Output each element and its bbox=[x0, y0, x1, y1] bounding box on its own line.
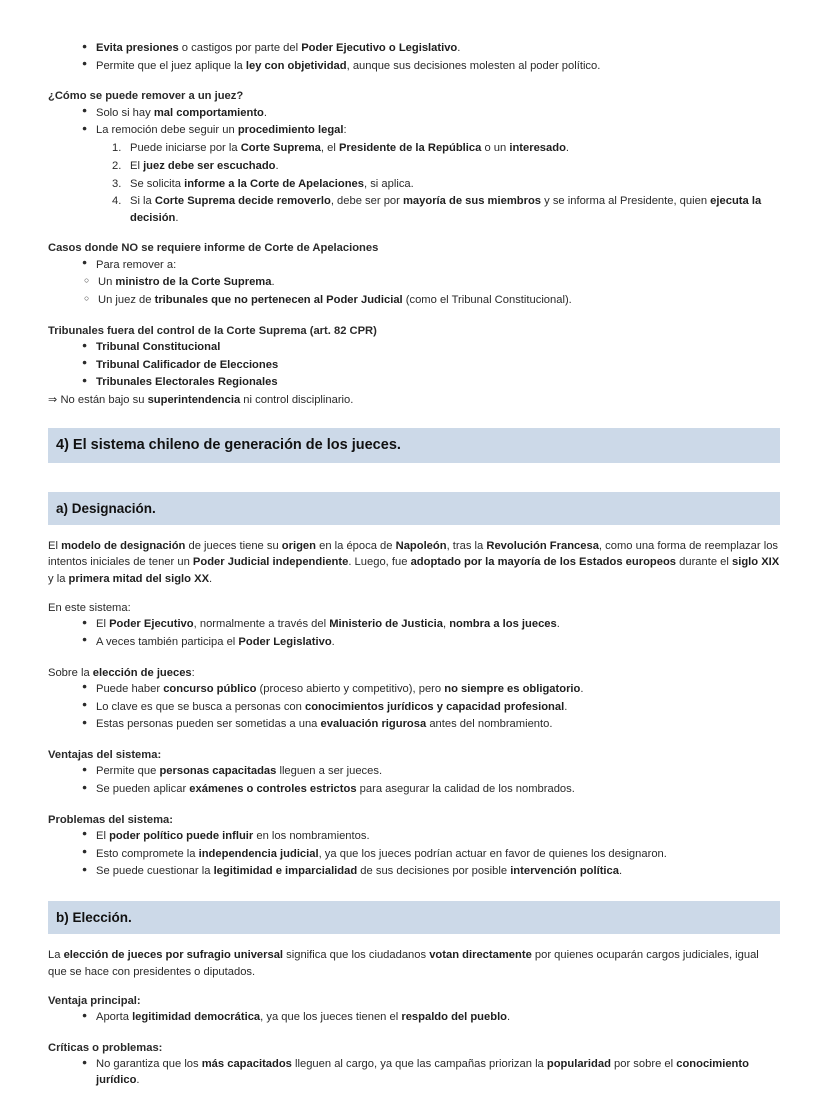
list-item: ● Permite que personas capacitadas lleguen a ser jueces. bbox=[82, 763, 780, 779]
casos-sin-informe-bullets bbox=[48, 257, 780, 273]
heading-ventajas-sistema: Ventajas del sistema: bbox=[48, 749, 162, 762]
list-item: ● Puede haber concurso público (proceso abierto y competitivo), pero no siempre es obligatorio. bbox=[82, 681, 780, 697]
list-item: ○ Un ministro de la Corte Suprema. bbox=[84, 274, 780, 290]
list-item: ● El poder político puede influir en los nombramientos. bbox=[82, 828, 780, 844]
remocion-bullets bbox=[48, 105, 780, 139]
heading-tribunales-fuera: Tribunales fuera del control de la Corte Suprema (art. 82 CPR) bbox=[48, 324, 377, 337]
heading-problemas-sistema: Problemas del sistema: bbox=[48, 813, 173, 826]
problemas-bullets bbox=[48, 828, 780, 880]
para-en-este-sistema: En este sistema: bbox=[48, 601, 131, 614]
list-item: ● Solo si hay mal comportamiento. bbox=[82, 105, 780, 121]
ordered-list-item: El juez debe ser escuchado. bbox=[130, 159, 279, 172]
casos-sin-informe-sublist bbox=[48, 274, 780, 308]
heading-criticas-problemas: Críticas o problemas: bbox=[48, 1041, 163, 1054]
list-item: ● Estas personas pueden ser sometidas a una evaluación rigurosa antes del nombramiento. bbox=[82, 716, 780, 732]
tribunales-fuera-bullets bbox=[48, 339, 780, 391]
list-item: ● Esto compromete la independencia judicial, ya que los jueces podrían actuar en favor de quienes los designaron. bbox=[82, 846, 780, 862]
ordered-list-item: Se solicita informe a la Corte de Apelaciones, si aplica. bbox=[130, 177, 414, 190]
para-eleccion-sufragio: La elección de jueces por sufragio universal significa que los ciudadanos votan directamente por quienes ocuparán cargos judiciales, igual que se hace con presidentes o diputados. bbox=[48, 949, 759, 978]
criticas-bullets bbox=[48, 1056, 780, 1088]
ordered-list-item: Si la Corte Suprema decide removerlo, debe ser por mayoría de sus miembros y se informa al Presidente, quien ejecuta la decisión. bbox=[130, 195, 762, 224]
nota-superintendencia: ⇒ No están bajo su superintendencia ni control disciplinario. bbox=[48, 394, 354, 407]
subsection-banner-b: b) Elección. bbox=[48, 901, 780, 934]
list-item: ● Aporta legitimidad democrática, ya que los jueces tienen el respaldo del pueblo. bbox=[82, 1009, 780, 1025]
list-item: ● Para remover a: bbox=[82, 257, 780, 273]
list-item: ● Tribunales Electorales Regionales bbox=[82, 374, 780, 390]
list-item: ● El Poder Ejecutivo, normalmente a través del Ministerio de Justicia, nombra a los jueces. bbox=[82, 616, 780, 632]
list-item: ● Tribunal Constitucional bbox=[82, 339, 780, 355]
heading-casos-sin-informe: Casos donde NO se requiere informe de Corte de Apelaciones bbox=[48, 242, 379, 255]
eleccion-jueces-bullets bbox=[48, 681, 780, 733]
list-item: ● Tribunal Calificador de Elecciones bbox=[82, 357, 780, 373]
list-item: ● Se puede cuestionar la legitimidad e imparcialidad de sus decisiones por posible intervención política. bbox=[82, 863, 780, 879]
list-item: ● Evita presiones o castigos por parte del Poder Ejecutivo o Legislativo. bbox=[82, 40, 780, 56]
section-banner-4: 4) El sistema chileno de generación de los jueces. bbox=[48, 428, 780, 463]
list-item: ○ Un juez de tribunales que no pertenecen al Poder Judicial (como el Tribunal Constitucional). bbox=[84, 292, 780, 308]
intro-bullets bbox=[48, 40, 780, 74]
list-item: ● La remoción debe seguir un procedimiento legal: bbox=[82, 122, 780, 138]
ventajas-bullets bbox=[48, 763, 780, 797]
heading-ventaja-principal: Ventaja principal: bbox=[48, 994, 141, 1007]
document-body bbox=[48, 40, 780, 1088]
heading-como-remover: ¿Cómo se puede remover a un juez? bbox=[48, 90, 244, 103]
procedimiento-legal-steps bbox=[48, 140, 780, 226]
list-item: ● No garantiza que los más capacitados lleguen al cargo, ya que las campañas priorizan la popularidad por sobre el conocimiento jurídico. bbox=[82, 1056, 780, 1088]
list-item: ● Lo clave es que se busca a personas con conocimientos jurídicos y capacidad profesional. bbox=[82, 699, 780, 715]
ordered-list-item: Puede iniciarse por la Corte Suprema, el Presidente de la República o un interesado. bbox=[130, 142, 570, 155]
subsection-banner-a: a) Designación. bbox=[48, 492, 780, 525]
para-modelo-designacion: El modelo de designación de jueces tiene su origen en la época de Napoleón, tras la Revolución Francesa, como una forma de reemplazar los intentos iniciales de tener un Poder Judicial independiente. Luego, fue adoptado por la mayoría de los Estados europeos durante el siglo XIX y la primera mitad del siglo XX. bbox=[48, 540, 780, 585]
list-item: ● A veces también participa el Poder Legislativo. bbox=[82, 634, 780, 650]
list-item: ● Se pueden aplicar exámenes o controles estrictos para asegurar la calidad de los nombrados. bbox=[82, 781, 780, 797]
para-sobre-eleccion: Sobre la elección de jueces: bbox=[48, 666, 195, 679]
list-item: ● Permite que el juez aplique la ley con objetividad, aunque sus decisiones molesten al poder político. bbox=[82, 58, 780, 74]
ventaja-principal-bullets bbox=[48, 1009, 780, 1025]
en-este-sistema-bullets bbox=[48, 616, 780, 650]
